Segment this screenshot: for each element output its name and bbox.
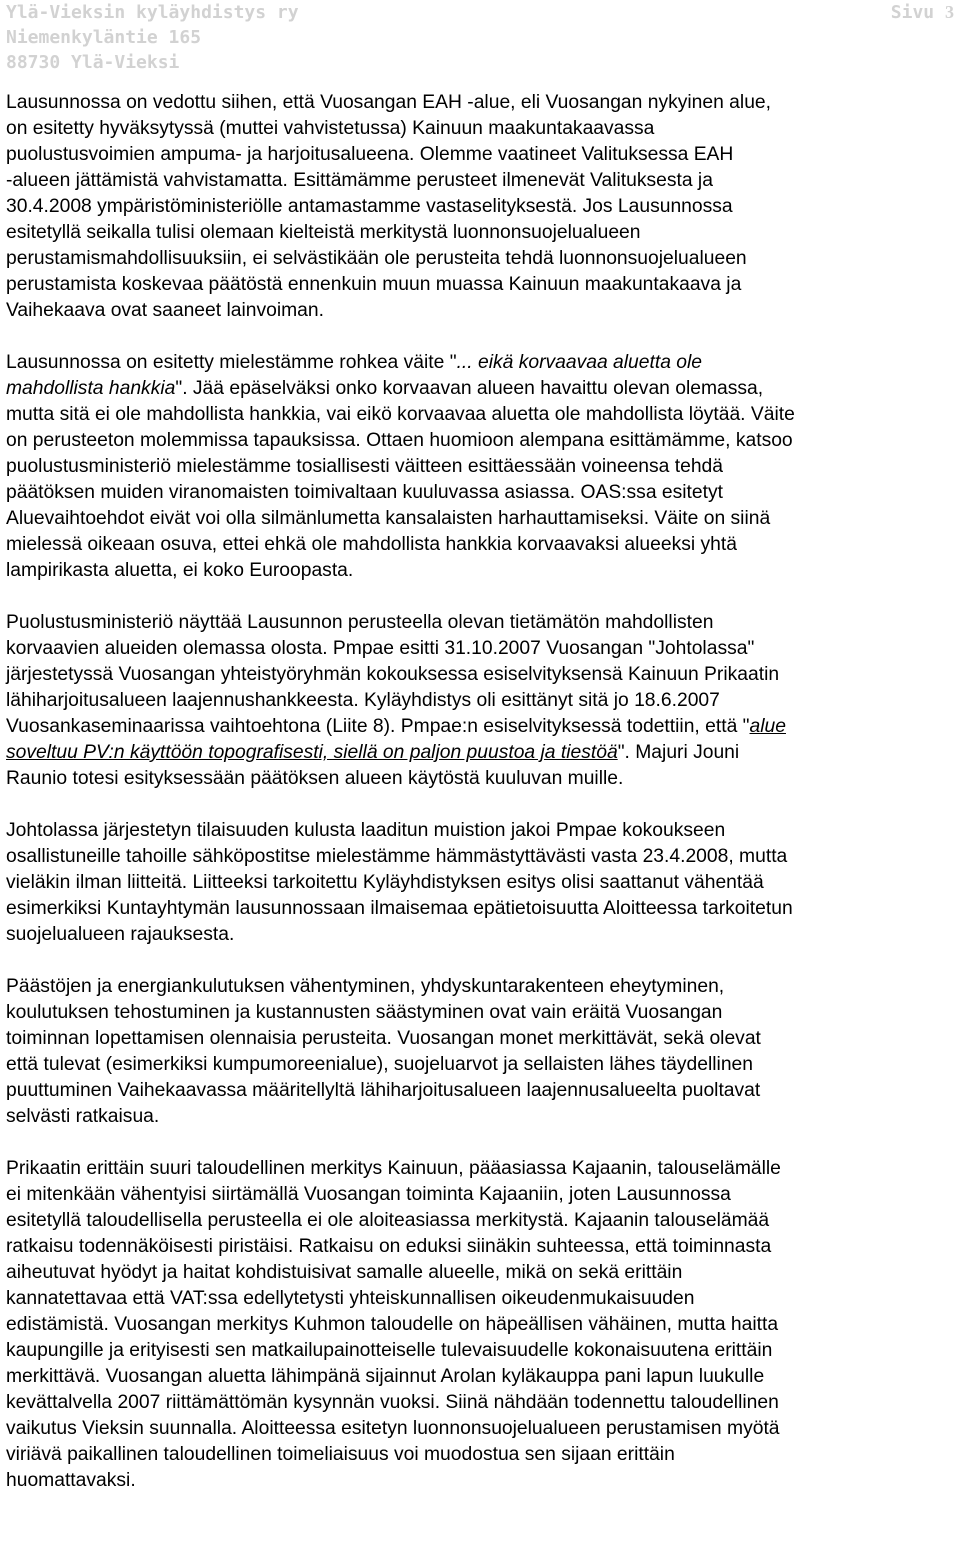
page-label: Sivu xyxy=(890,2,935,23)
document-body xyxy=(6,90,958,1520)
text-run: ". Jää epäselväksi onko korvaavan alueen havaittu olevan olemassa, mutta sitä ei ole mahdollista hankkia, vai eikö korvaavaa aluetta ole mahdollista löytää. Väite on perusteeton molemmissa tapauksissa. Ottaen huomioon alempana esittämämme, katsoo puolustusministeriö mielestämme tosiallisesti väitteen esittäessään voineensa tehdä päätöksen muiden viranomaisten toimivaltaan kuuluvassa asiassa. OAS:ssa esitetyt Aluevaihtoehdot eivät voi olla silmänlumetta kansalaisten harhauttamiseksi. Väite on siinä mielessä oikeaan osuva, ettei ehkä ole mahdollista hankkia korvaavaksi alueeksi yhtä lampirikasta aluetta, ei koko Euroopasta. xyxy=(6,378,795,581)
org-name: Ylä-Vieksin kyläyhdistys ry xyxy=(6,2,299,23)
org-street: Niemenkyläntie 165 xyxy=(6,27,202,48)
text-run: Päästöjen ja energiankulutuksen vähentyminen, yhdyskuntarakenteen eheytyminen, koulutuksen tehostuminen ja kustannusten säästyminen ovat vain eräitä Vuosangan toiminnan lopettamisen olennaisia perusteita. Vuosangan monet merkittävät, sekä olevat että tulevat (esimerkiksi kumpumoreenialue), suojeluarvot ja sellaisten lähes täydellinen puuttuminen Vaihekaavassa määritellyltä lähiharjoitusalueen laajennusalueelta puoltavat selvästi ratkaisua. xyxy=(6,976,761,1127)
text-run: Lausunnossa on esitetty mielestämme rohkea väite " xyxy=(6,352,457,373)
paragraph xyxy=(6,818,958,948)
text-run: Johtolassa järjestetyn tilaisuuden kulusta laaditun muistion jakoi Pmpae kokoukseen osallistuneille tahoille sähköpostitse mielestämme hämmästyttävästi vasta 23.4.2008, mutta vieläkin ilman liitteitä. Liitteeksi tarkoitettu Kyläyhdistyksen esitys olisi saattanut vähentää esimerkiksi Kuntayhtymän lausunnossaan ilmaisemaa epätietoisuutta Aloitteessa tarkoitetun suojelualueen rajauksesta. xyxy=(6,820,793,945)
paragraph xyxy=(6,1156,958,1494)
text-run: ". Majuri Jouni Raunio totesi esityksessään päätöksen alueen käytöstä kuuluvan muille. xyxy=(6,742,740,789)
emphasized-quote: alue soveltuu PV:n käyttöön topografisesti, siellä on paljon puustoa ja tiestöä xyxy=(6,716,786,763)
page-number-value: 3 xyxy=(945,2,954,22)
text-run: Prikaatin erittäin suuri taloudellinen merkitys Kainuun, pääasiassa Kajaanin, talouselämälle ei mitenkään vähentyisi siirtämällä Vuosangan toiminta Kajaaniin, joten Lausunnossa esitetyllä taloudellisella perusteella ei ole aloiteasiassa merkitystä. Kajaanin talouselämää ratkaisu todennäköisesti piristäisi. Ratkaisu on eduksi siinäkin suhteessa, että toiminnasta aiheutuvat hyödyt ja haitat kohdistuisivat samalle alueelle, mikä on sekä erittäin kannatettavaa että VAT:ssa edellytetysti yhteiskunnallisen oikeudenmukaisuuden edistämistä. Vuosangan merkitys Kuhmon taloudelle on häpeällisen vähäinen, mutta haitta kaupungille ja erityisesti sen matkailupainotteiselle tulevaisuudelle kokonaisuutena erittäin merkittävä. Vuosangan aluetta lähimpänä sijainnut Arolan kyläkauppa pani lapun luukulle kevättalvella 2007 riittämättömän kysynnän vuoksi. Siinä nähdään todennettu taloudellinen vaikutus Vieksin suunnalla. Aloitteessa esitetyn luonnonsuojelualueen perustamisen myötä viriävä paikallinen taloudellinen toimeliaisuus voi muodostua sen sijaan erittäin huomattavaksi. xyxy=(6,1158,781,1491)
page-header xyxy=(6,0,954,80)
text-run: Lausunnossa on vedottu siihen, että Vuosangan EAH -alue, eli Vuosangan nykyinen alue, on esitetty hyväksytyssä (muttei vahvistetussa) Kainuun maakuntakaavassa puolustusvoimien ampuma- ja harjoitusalueena. Olemme vaatineet Valituksessa EAH -alueen jättämistä vahvistamatta. Esittämämme perusteet ilmenevät Valituksesta ja 30.4.2008 ympäristöministeriölle antamastamme vastaselityksestä. Jos Lausunnossa esitetyllä seikalla tulisi olemaan kielteistä merkitystä luonnonsuojelualueen perustamismahdollisuuksiin, ei selvästikään ole perusteita tehdä luonnonsuojelualueen perustamista koskevaa päätöstä ennenkuin muun muassa Kainuun maakuntakaava ja Vaihekaava ovat saaneet lainvoiman. xyxy=(6,92,771,321)
paragraph xyxy=(6,90,958,324)
org-postal: 88730 Ylä-Vieksi xyxy=(6,52,180,73)
text-run: Puolustusministeriö näyttää Lausunnon perusteella olevan tietämätön mahdollisten korvaavien alueiden olemassa olosta. Pmpae esitti 31.10.2007 Vuosangan "Johtolassa" järjestetyssä Vuosangan yhteistyöryhmän kokouksessa esiselvityksensä Kainuun Prikaatin lähiharjoitusalueen laajennushankkeesta. Kyläyhdistys oli esittänyt sitä jo 18.6.2007 Vuosankaseminaarissa vaihtoehtona (Liite 8). Pmpae:n esiselvityksessä todettiin, että " xyxy=(6,612,780,737)
emphasized-quote: ... eikä korvaavaa aluetta ole mahdollista hankkia xyxy=(6,352,703,399)
paragraph xyxy=(6,610,958,792)
page-number xyxy=(891,0,954,25)
paragraph xyxy=(6,350,958,584)
paragraph xyxy=(6,974,958,1130)
